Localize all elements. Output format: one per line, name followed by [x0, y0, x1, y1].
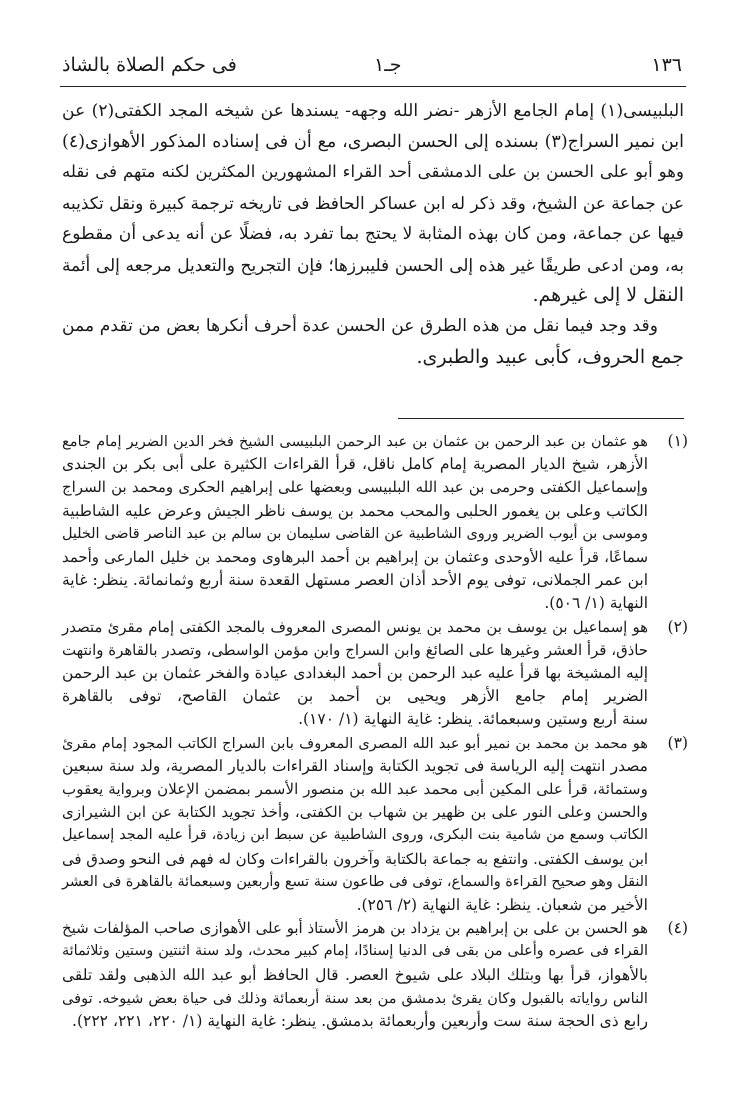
body-line: البلبيسى(١) إمام الجامع الأزهر -نضر الله وجهه- يسندها عن شيخه المجد الكفتى(٢) عن: [62, 101, 684, 121]
footnote-line: هو عثمان بن عبد الرحمن بن عثمان بن عبد الرحمن البلبيسى الشيخ فخر الدين الضرير إمام جامع: [62, 433, 648, 450]
footnote-line: وستمائة، قرأ على المكين أبى محمد عبد الله بن منصور الأسمر بمضمن الإعلان وبرواية يعقوب: [62, 780, 648, 799]
volume-label: جـ١: [374, 54, 402, 76]
footnote-line: الكاتب وسمع من شامية بنت البكرى، وروى الشاطبية عن سبط ابن زيادة، قرأ عليه المجد إسماعيل: [62, 827, 648, 844]
footnote-mark: (١): [667, 432, 688, 450]
body-line: وهو أبو على الحسن بن على الدمشقى أحد القراء المشهورين المكثرين لكنه متهم فى نقله: [62, 162, 684, 182]
footnote-mark: (٤): [667, 919, 688, 938]
main-text: [62, 96, 684, 372]
header-rule: [60, 86, 686, 87]
footnote-line: هو محمد بن محمد بن نمير أبو عبد الله المصرى المعروف بابن السراج الكاتب المجود إمام مقرئ: [62, 734, 648, 752]
body-line: النقل لا إلى غيرهم.: [532, 284, 684, 307]
footnote-line: القراء فى عصره وأعلى من بقى فى الدنيا إسنادًا، إمام كبير محدث، ولد سنة اثنتين وستين وثلاثمائة: [62, 943, 648, 960]
body-line: جمع الحروف، كأبى عبيد والطبرى.: [416, 345, 684, 368]
footnote-line: الأخير من شعبان. ينظر: غاية النهاية (٢/ ٢٥٦).: [356, 896, 648, 915]
footnote-line: سنة أربع وستين وسبعمائة. ينظر: غاية النهاية (١/ ١٧٠).: [298, 710, 648, 729]
footnote-mark: (٢): [667, 617, 688, 636]
footnote-2: [62, 616, 688, 732]
footnote-line: بالأهواز، قرأ بها وبتلك البلاد على شيوخ العصر. قال الحافظ أبو عبد الله الذهبى ولقد تلقى: [62, 965, 648, 984]
running-head: [62, 54, 682, 86]
footnote-line: الكاتب وعلى بن يغمور الحلبى والمحب محمد بن يوسف ناظر الجيش وعرض عليه الشاطبية: [62, 501, 648, 520]
footnote-line: إليه المشيخة بها قرأ عليه عبد الرحمن بن أحمد البغدادى عيادة والفخر عثمان بن عبد الرحمن: [62, 664, 648, 683]
running-title: فى حكم الصلاة بالشاذ: [62, 54, 237, 76]
footnote-line: سماعًا، قرأ عليه الأوحدى وعثمان بن إبراهيم بن أحمد البرهاوى ومحمد بن خليل المارعى وأحمد: [62, 548, 648, 567]
body-line: وقد وجد فيما نقل من هذه الطرق عن الحسن عدة أحرف أنكرها بعض من تقدم ممن: [62, 315, 658, 336]
body-line: به، ومن ادعى طريقًا غير هذه إلى الحسن فليبرزها؛ فإن التجريح والتعديل مرجعه إلى أئمة: [62, 254, 684, 275]
footnote-1: [62, 430, 688, 616]
footnote-4: [62, 917, 688, 1033]
page-number: ١٣٦: [651, 54, 682, 76]
footnote-line: وموسى بن أيوب الضرير وروى الشاطبية عن القاضى سليمان بن سالم بن عبد الناصر قاضى الخليل: [62, 525, 648, 542]
footnote-line: حاذق، قرأ العشر وغيرها على الصائغ وابن السراج وابن مؤمن الواسطى، وتصدر بالقاهرة وانتهت: [62, 640, 648, 659]
footnote-line: الأزهر، شيخ الديار المصرية إمام كامل ناقل، قرأ القراءات الكثيرة على أبى بكر بن الجندى: [62, 455, 648, 474]
footnote-line: النقل وهو صحيح القراءة والسماع، توفى فى طاعون سنة تسع وأربعين وسبعمائة بالقاهرة فى العشر: [62, 873, 648, 890]
footnote-separator: [398, 418, 684, 419]
footnote-line: ابن عمر الجملانى، توفى يوم الأحد أذان العصر مستهل القعدة سنة أربع وثمانمائة. ينظر: غاية: [62, 571, 648, 590]
footnote-line: النهاية (١/ ٥٠٦).: [544, 594, 648, 613]
footnote-line: والحسن وعلى النور على بن ظهير بن شهاب بن الكفتى، وأخذ تجويد الكتابة عن ابن الشيرازى: [62, 803, 648, 822]
footnote-line: مصدر انتهت إليه الرياسة فى تجويد الكتابة وإسناد القراءات بالديار المصرية، ولد سنة سبعين: [62, 756, 648, 775]
footnote-line: الضرير إمام جامع الأزهر ويحيى بن أحمد بن عثمان القاصح، توفى بالقاهرة: [62, 687, 648, 706]
footnote-line: الناس رواياته بالقبول وكان يقرئ بدمشق من بعد سنة أربعمائة وذلك فى حياة بعض شيوخه. توفى: [62, 989, 648, 1007]
body-line: عن جماعة عن الشيخ، وقد ذكر له ابن عساكر الحافظ فى تاريخه ترجمة كبيرة ونقل تكذيبه: [62, 193, 684, 214]
footnote-line: ابن يوسف الكفتى. وانتفع به جماعة بالكتابة وآخرون بالقراءات وكان له فهم فى النحو وصدق فى: [62, 849, 648, 868]
footnote-line: هو إسماعيل بن يوسف بن محمد بن يونس المصرى المعروف بالمجد الكفتى إمام مقرئ متصدر: [62, 617, 648, 636]
footnote-line: هو الحسن بن على بن إبراهيم بن يزداد بن هرمز الأستاذ أبو على الأهوازى صاحب المؤلفات شيخ: [62, 919, 648, 938]
footnotes: [62, 430, 688, 1033]
body-line: ابن نمير السراج(٣) بسنده إلى الحسن البصرى، مع أن فى إسناده المذكور الأهوازى(٤): [62, 131, 684, 152]
footnote-3: [62, 732, 688, 918]
footnote-mark: (٣): [667, 733, 688, 752]
footnote-line: رابع ذى الحجة سنة ست وأربعين وأربعمائة بدمشق. ينظر: غاية النهاية (١/ ٢٢٠، ٢٢١، ٢٢٢).: [72, 1012, 648, 1031]
footnote-line: وإسماعيل الكفتى وحرمى بن عبد الله البلبيسى وبعضها على إبراهيم الحكرى ومحمد بن السراج: [62, 478, 648, 497]
body-line: فيها عن جماعة، ومن كان بهذه المثابة لا يحتج بما تفرد به، فضلًا عن أنه يدعى أن مقطوع: [62, 223, 684, 244]
